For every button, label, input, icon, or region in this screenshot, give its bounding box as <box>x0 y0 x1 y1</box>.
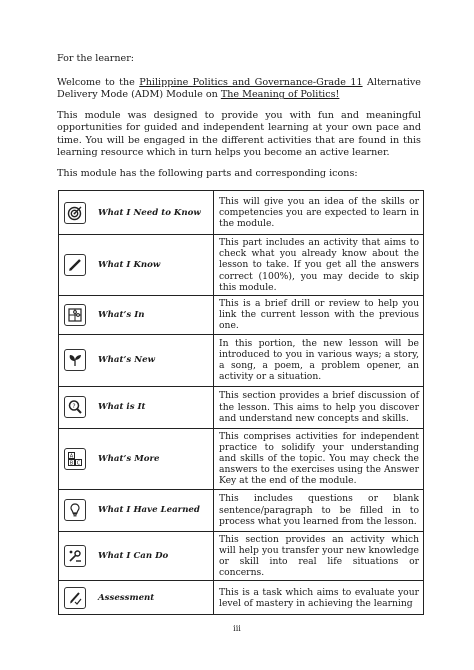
module-name: Philippine Politics and Governance-Grade 11 <box>139 77 363 88</box>
table-row <box>59 489 424 531</box>
part-heading-cell <box>59 191 214 235</box>
part-heading-cell <box>59 334 214 386</box>
part-description: This includes questions or blank sentence/paragraph to be filled in to process what you learned from the lesson. <box>214 489 424 531</box>
part-heading-cell <box>59 581 214 615</box>
sprout-icon <box>64 349 86 371</box>
part-heading-cell <box>59 489 214 531</box>
page-number: iii <box>233 624 241 633</box>
welcome-paragraph <box>57 77 421 102</box>
magnifier-icon <box>64 396 86 418</box>
table-row <box>59 296 424 335</box>
table-row <box>59 428 424 489</box>
tools-icon <box>64 545 86 567</box>
part-heading-cell <box>59 428 214 489</box>
part-description: This part includes an activity that aims to check what you already know about the lesson to take. If you get all the answers correct (100%), you may decide to skip this module. <box>214 235 424 296</box>
part-label: What I Can Do <box>98 551 169 562</box>
table-row <box>59 334 424 386</box>
part-description: This section provides a brief discussion of the lesson. This aims to help you discover and understand new concepts and skills. <box>214 386 424 428</box>
svg-text:A: A <box>69 452 74 459</box>
greeting: For the learner: <box>57 53 135 64</box>
part-label: What I Have Learned <box>98 505 200 516</box>
part-heading-cell <box>59 386 214 428</box>
svg-text:?: ? <box>72 403 76 411</box>
welcome-prefix: Welcome to the <box>57 77 140 88</box>
intro-paragraph: This module was designed to provide you with fun and meaningful opportunities for guided and independent learning at your own pace and time. You will be engaged in the different activities that are found in this learning resource which in turn helps you become an active learner. <box>57 110 421 159</box>
table-row <box>59 581 424 615</box>
part-description: This comprises activities for independent practice to solidify your understanding and skills of the topic. You may check the answers to the exercises using the Answer Key at the end of the module. <box>214 428 424 489</box>
table-row <box>59 191 424 235</box>
abc-blocks-icon <box>64 448 86 470</box>
part-label: Assessment <box>98 592 155 603</box>
part-description: This is a brief drill or review to help you link the current lesson with the previous one. <box>214 296 424 335</box>
pen-check-icon <box>64 587 86 609</box>
puzzle-icon <box>64 304 86 326</box>
svg-text:B: B <box>69 459 74 466</box>
module-parts-table <box>58 190 424 615</box>
part-label: What’s More <box>98 453 160 464</box>
part-label: What I Know <box>98 260 161 270</box>
table-row <box>59 235 424 296</box>
part-label: What I Need to Know <box>98 207 201 218</box>
lesson-title: The Meaning of Politics! <box>220 89 340 101</box>
table-row <box>59 386 424 428</box>
svg-text:C: C <box>76 459 81 466</box>
parts-lead: This module has the following parts and corresponding icons: <box>57 168 358 179</box>
table-row <box>59 531 424 581</box>
part-description: This will give you an idea of the skills or competencies you are expected to learn in the module. <box>214 191 424 235</box>
part-label: What’s In <box>98 309 145 320</box>
part-heading-cell <box>59 296 214 335</box>
part-heading-cell <box>59 235 214 296</box>
lightbulb-icon <box>64 499 86 521</box>
part-description: In this portion, the new lesson will be introduced to you in various ways; a story, a song, a poem, a problem opener, an activity or a situation. <box>214 334 424 386</box>
part-heading-cell <box>59 531 214 581</box>
part-label: What’s New <box>98 355 155 366</box>
part-description: This is a task which aims to evaluate your level of mastery in achieving the learning <box>214 581 424 615</box>
pencil-icon <box>64 254 86 276</box>
target-icon <box>64 202 86 224</box>
part-description: This section provides an activity which will help you transfer your new knowledge or skill into real life situations or concerns. <box>214 531 424 581</box>
part-label: What is It <box>98 402 146 413</box>
welcome-middle: Alternative Delivery Mode (ADM) Module on <box>57 77 421 101</box>
